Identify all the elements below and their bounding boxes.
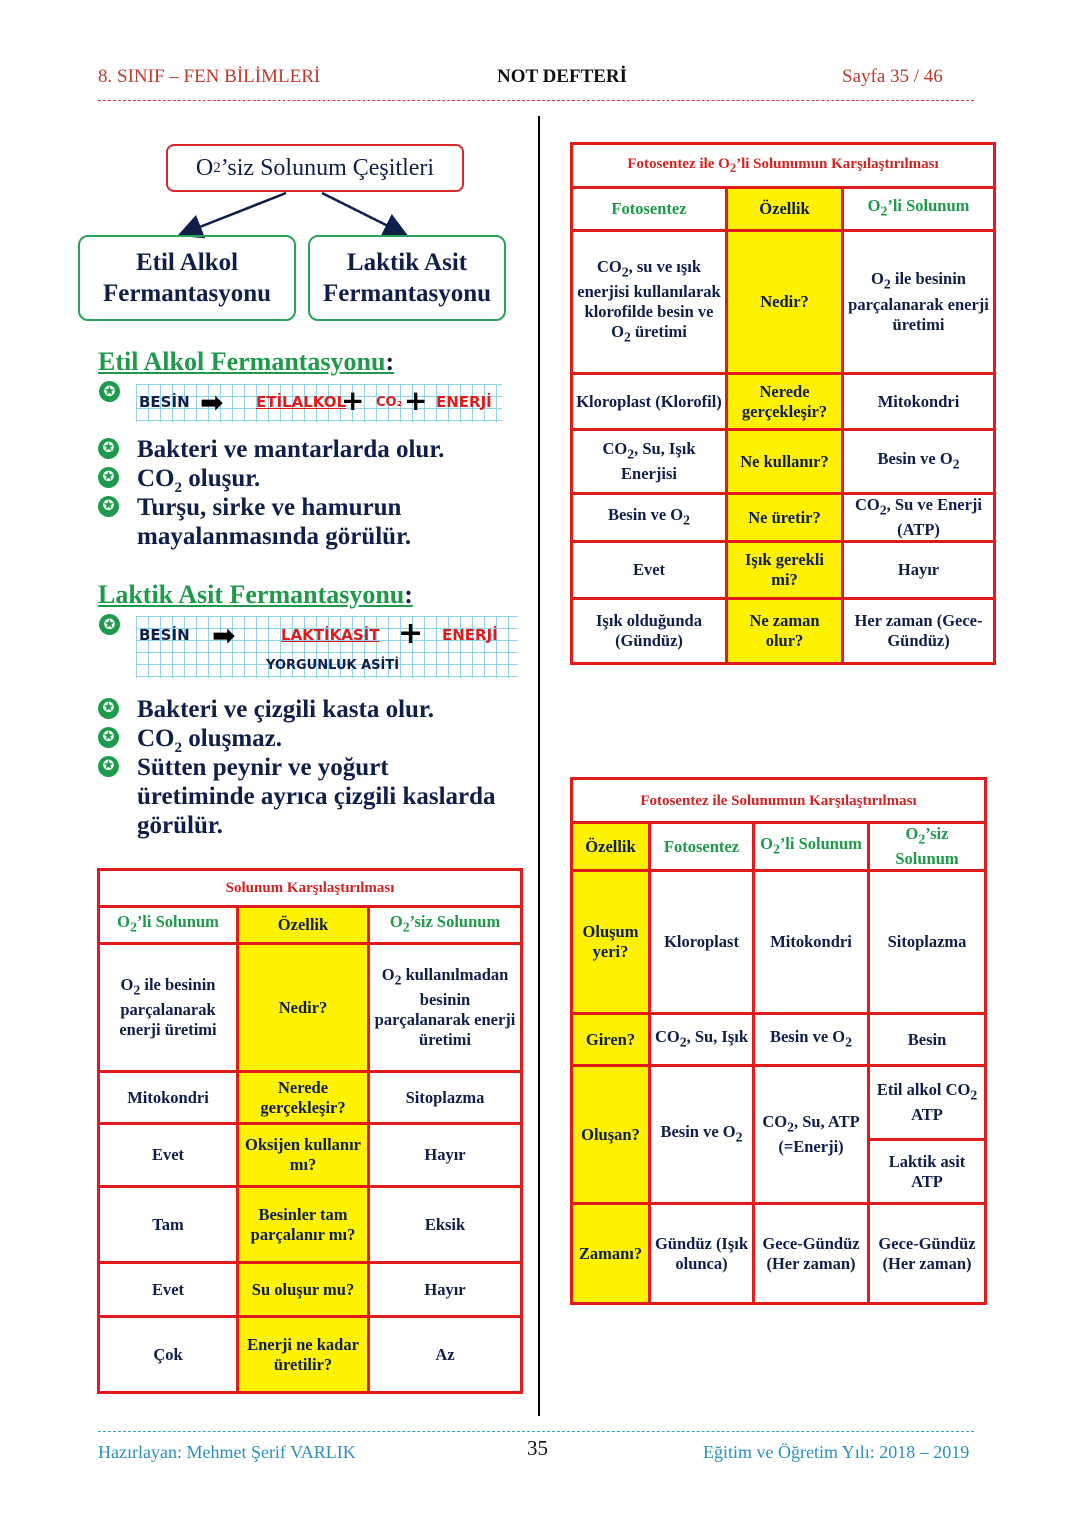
table-cell: Oksijen kullanır mı? xyxy=(238,1124,369,1187)
table-cell: $CO_2$, Su, ATP (=Enerji) xyxy=(754,1066,869,1204)
table-cell: Eksik xyxy=(369,1187,522,1263)
table-cell: Ne kullanır? xyxy=(727,430,843,494)
etil-bullet-2: ✪ $CO_2$ oluşur. xyxy=(98,464,260,503)
table-cell: Çok xyxy=(99,1317,238,1393)
table-row xyxy=(99,944,522,1072)
table-cell: Oluşan? xyxy=(572,1066,650,1204)
table-row xyxy=(572,231,995,374)
table-cell: Nerede gerçekleşir? xyxy=(727,374,843,430)
etil-heading: Etil Alkol Fermantasyonu: xyxy=(98,347,395,376)
table-cell: Kloroplast xyxy=(650,871,754,1014)
table-cell: Ne zaman olur? xyxy=(727,599,843,664)
laktik-asit-box: Laktik Asit Fermantasyonu xyxy=(308,235,506,321)
table-title: Fotosentez ile $O_2’li$ Solunumun Karşılaştırılması xyxy=(572,144,995,188)
table-cell: Tam xyxy=(99,1187,238,1263)
header-title: NOT DEFTERİ xyxy=(497,66,628,87)
laktik-bullet-2: ✪ $CO_2$ oluşmaz. xyxy=(98,724,282,763)
table-cell: Etil alkol $CO_2$ ATP xyxy=(869,1066,986,1140)
table-header: Fotosentez xyxy=(650,823,754,871)
table-row xyxy=(572,1204,986,1304)
table-cell: Besin ve $O_2$ xyxy=(754,1014,869,1066)
header-page: Sayfa 35 / 46 xyxy=(842,66,943,87)
diagram-arrows xyxy=(160,190,420,240)
star-icon: ✪ xyxy=(98,727,119,748)
table-row xyxy=(572,542,995,599)
arrow-right xyxy=(322,193,404,234)
table-row xyxy=(572,1066,986,1140)
table-title: Solunum Karşılaştırılması xyxy=(99,870,522,907)
table-cell: Su oluşur mu? xyxy=(238,1263,369,1317)
arrow-icon: ➡ xyxy=(212,619,236,652)
header-subject: 8. SINIF – FEN BİLİMLERİ xyxy=(98,66,321,87)
table-cell: Gece-Gündüz (Her zaman) xyxy=(754,1204,869,1304)
table-cell: Kloroplast (Klorofil) xyxy=(572,374,727,430)
table-cell: $CO_2$, Su ve Enerji (ATP) xyxy=(843,494,995,542)
table-cell: Oluşum yeri? xyxy=(572,871,650,1014)
footer-divider xyxy=(98,1431,974,1432)
table-cell: $O_2$ kullanılmadan besinin parçalanarak enerji üretimi xyxy=(369,944,522,1072)
table-cell: Sitoplazma xyxy=(369,1072,522,1124)
table-cell: $CO_2$, Su, Işık Enerjisi xyxy=(572,430,727,494)
table-cell: $CO_2$, su ve ışık enerjisi kullanılarak klorofilde besin ve $O_2$ üretimi xyxy=(572,231,727,374)
etil-alkol-box: Etil Alkol Fermantasyonu xyxy=(78,235,296,321)
fotosentez-solunum-table xyxy=(570,777,987,1305)
table-header: $O_2’siz$ Solunum xyxy=(369,907,522,944)
table-cell: Hayır xyxy=(369,1124,522,1187)
table-row xyxy=(572,430,995,494)
table-row xyxy=(99,1317,522,1393)
star-icon: ✪ xyxy=(98,496,119,517)
table-row xyxy=(572,1014,986,1066)
fotosentez-o2-table xyxy=(570,142,996,665)
table-cell: Nedir? xyxy=(238,944,369,1072)
table-cell: Hayır xyxy=(843,542,995,599)
table-cell: Zamanı? xyxy=(572,1204,650,1304)
table-cell: Gece-Gündüz (Her zaman) xyxy=(869,1204,986,1304)
table-row xyxy=(99,1187,522,1263)
table-cell: Evet xyxy=(572,542,727,599)
table-row xyxy=(99,1263,522,1317)
etil-bullet-1: ✪ Bakteri ve mantarlarda olur. xyxy=(98,435,444,464)
table-cell: Besin ve $O_2$ xyxy=(650,1066,754,1204)
table-cell: $CO_2$, Su, Işık xyxy=(650,1014,754,1066)
table-cell: $O_2$ ile besinin parçalanarak enerji üretimi xyxy=(99,944,238,1072)
table-cell: Mitokondri xyxy=(754,871,869,1014)
table-row xyxy=(572,871,986,1014)
arrow-icon: ➡ xyxy=(200,386,224,419)
star-icon: ✪ xyxy=(98,467,119,488)
table-row xyxy=(99,1124,522,1187)
plus-icon: + xyxy=(341,384,365,417)
table-header: Fotosentez xyxy=(572,188,727,231)
table-cell: Besin xyxy=(869,1014,986,1066)
table-cell: Enerji ne kadar üretilir? xyxy=(238,1317,369,1393)
table-cell: Her zaman (Gece-Gündüz) xyxy=(843,599,995,664)
table-header: $O_2’li$ Solunum xyxy=(99,907,238,944)
table-cell: Besin ve $O_2$ xyxy=(572,494,727,542)
star-icon: ✪ xyxy=(98,756,119,777)
laktik-bullet-3: ✪ Sütten peynir ve yoğurt üretiminde ayrıca çizgili kaslarda görülür. xyxy=(98,753,496,840)
star-icon: ✪ xyxy=(98,438,119,459)
table-cell: Laktik asit ATP xyxy=(869,1140,986,1204)
header-divider xyxy=(98,100,974,101)
footer-author: Hazırlayan: Mehmet Şerif VARLIK xyxy=(98,1442,356,1462)
table-header: $O_2’li$ Solunum xyxy=(754,823,869,871)
solunum-table xyxy=(97,868,523,1394)
laktik-heading: Laktik Asit Fermantasyonu: xyxy=(98,580,413,609)
table-row xyxy=(572,599,995,664)
etil-bullet-3: ✪ Turşu, sirke ve hamurun mayalanmasında görülür. xyxy=(98,493,411,551)
table-cell: Gündüz (Işık olunca) xyxy=(650,1204,754,1304)
table-header: Özellik xyxy=(727,188,843,231)
table-header: Özellik xyxy=(238,907,369,944)
table-header: Özellik xyxy=(572,823,650,871)
star-icon: ✪ xyxy=(98,698,119,719)
star-icon: ✪ xyxy=(99,614,120,635)
table-header: $O_2’siz$ Solunum xyxy=(869,823,986,871)
table-cell: Evet xyxy=(99,1263,238,1317)
table-header: $O_2’li$ Solunum xyxy=(843,188,995,231)
table-cell: Ne üretir? xyxy=(727,494,843,542)
plus-icon: + xyxy=(404,384,428,417)
table-row xyxy=(99,1072,522,1124)
table-cell: Mitokondri xyxy=(843,374,995,430)
table-cell: Giren? xyxy=(572,1014,650,1066)
table-title: Fotosentez ile Solunumun Karşılaştırılması xyxy=(572,779,986,823)
column-divider xyxy=(538,116,540,1416)
anaerobic-types-box: O 2 ’siz Solunum Çeşitleri xyxy=(166,144,464,192)
star-icon: ✪ xyxy=(99,381,120,402)
table-cell: Işık gerekli mi? xyxy=(727,542,843,599)
table-cell: Işık olduğunda (Gündüz) xyxy=(572,599,727,664)
plus-icon: + xyxy=(398,616,424,651)
table-cell: $O_2$ ile besinin parçalanarak enerji üretimi xyxy=(843,231,995,374)
laktik-equation: BESİN ➡ LAKTİKASİT + ENERJİ YORGUNLUK ASİTİ xyxy=(136,616,518,678)
table-row xyxy=(572,494,995,542)
page-number: 35 xyxy=(527,1436,548,1460)
table-cell: Nedir? xyxy=(727,231,843,374)
table-cell: Mitokondri xyxy=(99,1072,238,1124)
table-cell: Nerede gerçekleşir? xyxy=(238,1072,369,1124)
table-cell: Az xyxy=(369,1317,522,1393)
footer-year: Eğitim ve Öğretim Yılı: 2018 – 2019 xyxy=(703,1442,970,1462)
table-row xyxy=(572,374,995,430)
table-cell: Hayır xyxy=(369,1263,522,1317)
table-cell: Besin ve $O_2$ xyxy=(843,430,995,494)
arrow-left xyxy=(182,193,286,234)
etil-equation: BESİN ➡ ETİLALKOL + CO₂ + ENERJİ xyxy=(136,384,502,422)
laktik-bullet-1: ✪ Bakteri ve çizgili kasta olur. xyxy=(98,695,434,724)
table-cell: Evet xyxy=(99,1124,238,1187)
table-cell: Sitoplazma xyxy=(869,871,986,1014)
table-cell: Besinler tam parçalanır mı? xyxy=(238,1187,369,1263)
